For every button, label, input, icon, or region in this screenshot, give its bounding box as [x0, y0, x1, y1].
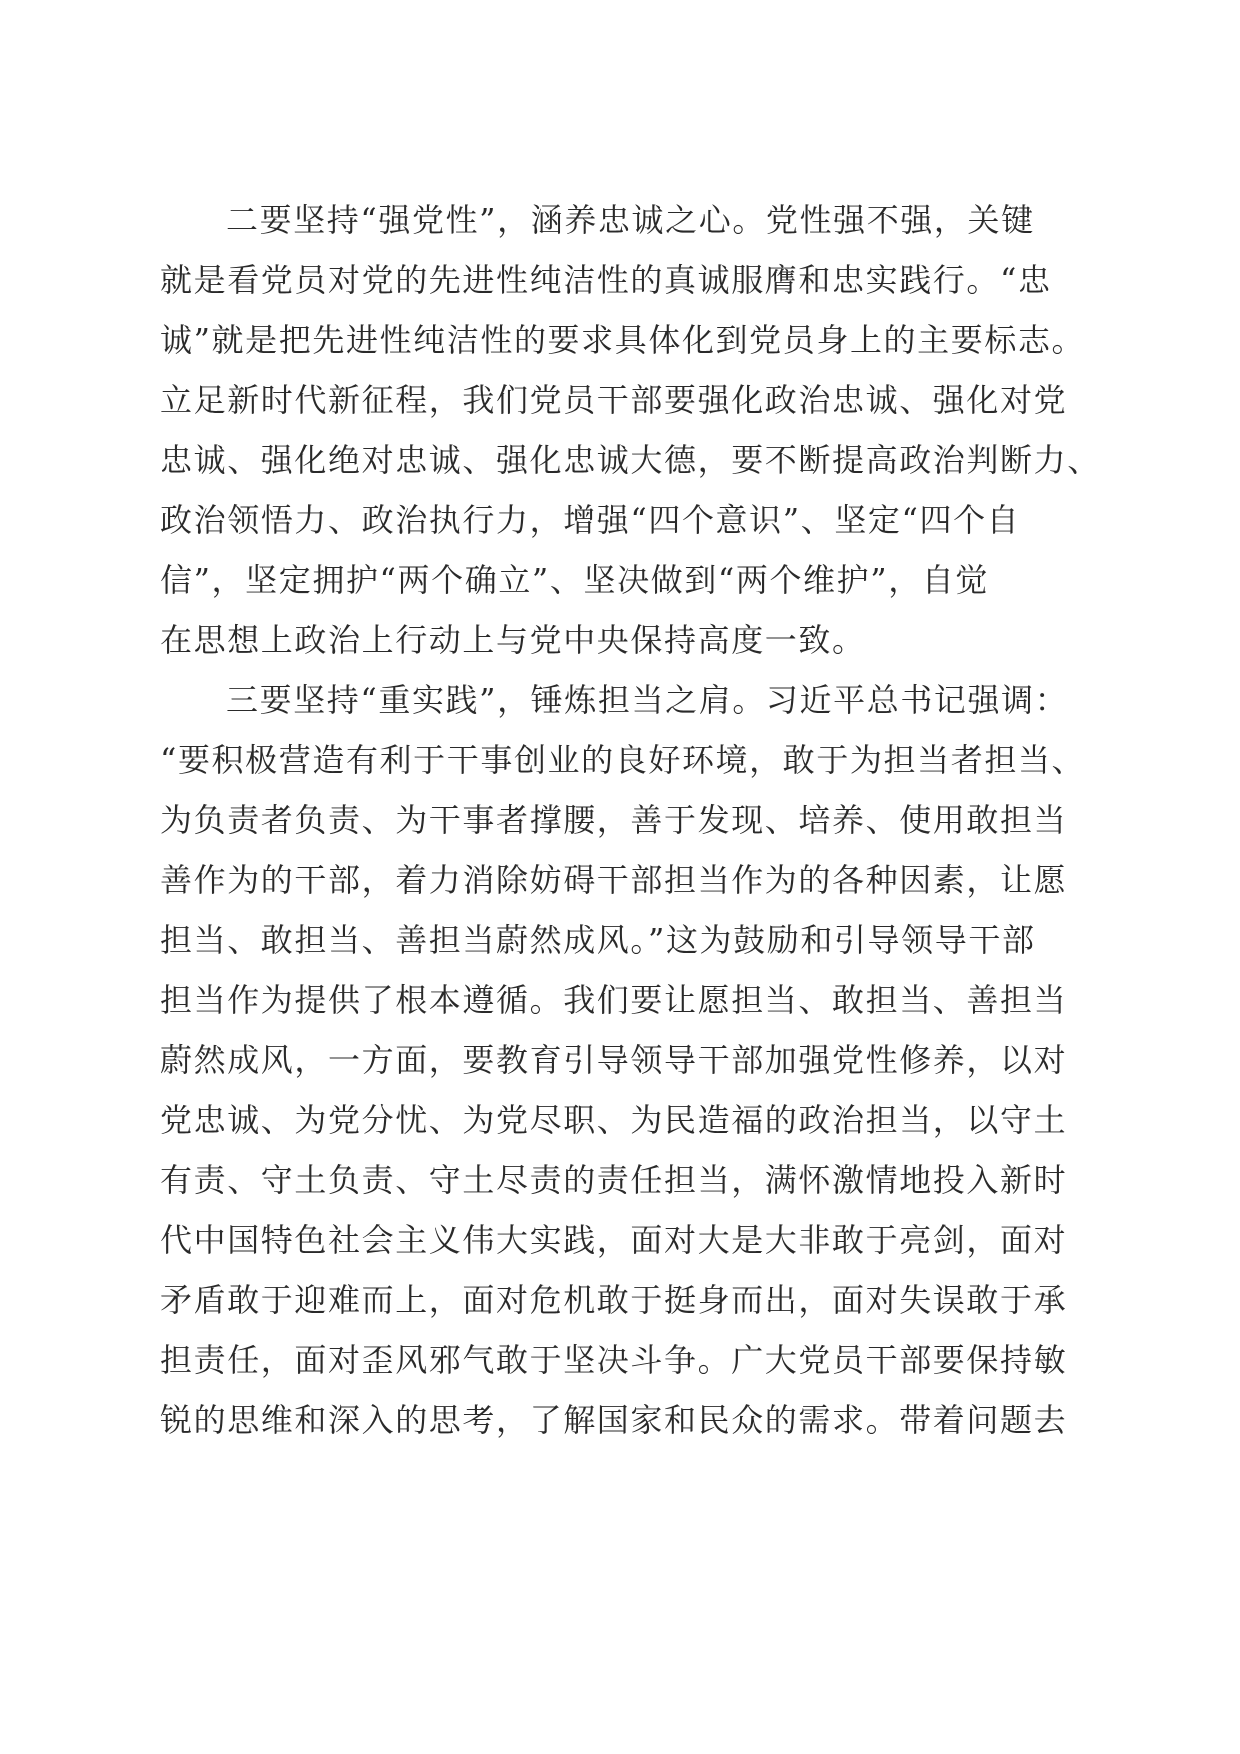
- text-line: 蔚然成风，一方面，要教育引导领导干部加强党性修养，以对: [160, 1041, 1068, 1079]
- text-line: “要积极营造有利于干事创业的良好环境，敢于为担当者担当、: [160, 741, 1086, 779]
- text-line: 为负责者负责、为干事者撑腰，善于发现、培养、使用敢担当: [160, 801, 1068, 839]
- text-line: 代中国特色社会主义伟大实践，面对大是大非敢于亮剑，面对: [160, 1221, 1068, 1259]
- text-line: 三要坚持“重实践”，锤炼担当之肩。习近平总书记强调：: [226, 681, 1069, 719]
- text-line: 就是看党员对党的先进性纯洁性的真诚服膺和忠实践行。“忠: [160, 261, 1052, 299]
- body-text: [160, 190, 1101, 1450]
- paragraph-3: [160, 670, 1086, 1450]
- text-line: 担当、敢担当、善担当蔚然成风。”这为鼓励和引导领导干部: [160, 921, 1036, 959]
- text-line: 担当作为提供了根本遵循。我们要让愿担当、敢担当、善担当: [160, 981, 1068, 1019]
- text-line: 担责任，面对歪风邪气敢于坚决斗争。广大党员干部要保持敏: [160, 1341, 1068, 1379]
- text-line: 有责、守土负责、守土尽责的责任担当，满怀激情地投入新时: [160, 1161, 1068, 1199]
- text-line: 党忠诚、为党分忧、为党尽职、为民造福的政治担当，以守土: [160, 1101, 1068, 1139]
- text-line: 善作为的干部，着力消除妨碍干部担当作为的各种因素，让愿: [160, 861, 1068, 899]
- text-line: 政治领悟力、政治执行力，增强“四个意识”、坚定“四个自: [160, 501, 1021, 539]
- text-line: 立足新时代新征程，我们党员干部要强化政治忠诚、强化对党: [160, 381, 1068, 419]
- text-line: 在思想上政治上行动上与党中央保持高度一致。: [160, 621, 866, 659]
- paragraph-2: [160, 190, 1101, 670]
- text-line: 信”，坚定拥护“两个确立”、坚决做到“两个维护”，自觉: [160, 561, 989, 599]
- text-line: 矛盾敢于迎难而上，面对危机敢于挺身而出，面对失误敢于承: [160, 1281, 1068, 1319]
- text-line: 忠诚、强化绝对忠诚、强化忠诚大德，要不断提高政治判断力、: [160, 441, 1101, 479]
- text-line: 二要坚持“强党性”，涵养忠诚之心。党性强不强，关键: [226, 201, 1035, 239]
- text-line: 锐的思维和深入的思考，了解国家和民众的需求。带着问题去: [160, 1401, 1068, 1439]
- text-line: 诚”就是把先进性纯洁性的要求具体化到党员身上的主要标志。: [160, 321, 1086, 359]
